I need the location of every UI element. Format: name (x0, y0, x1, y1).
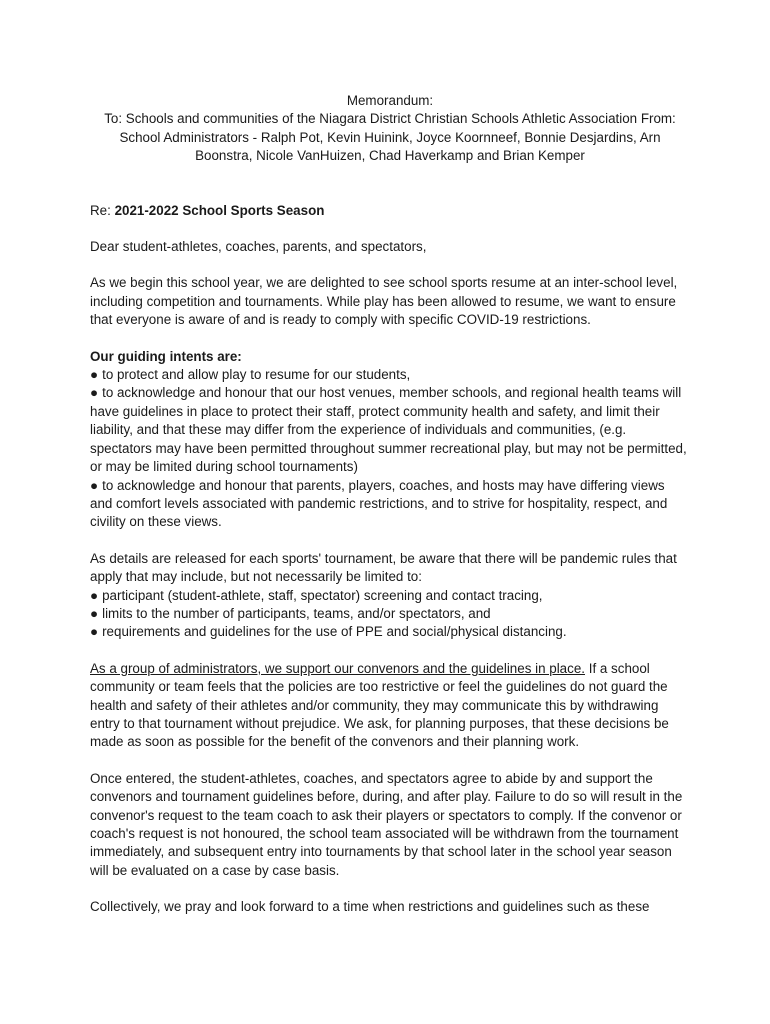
memo-page (90, 92, 690, 917)
bullet-icon: ● (90, 385, 99, 401)
support-underlined: As a group of administrators, we support our convenors and the guidelines in place. (90, 660, 585, 676)
details-item (90, 587, 690, 605)
details-item (90, 605, 690, 623)
intents-section (90, 348, 690, 532)
intents-item-text: to protect and allow play to resume for our students, (102, 367, 411, 383)
entered-paragraph: Once entered, the student-athletes, coaches, and spectators agree to abide by and support the convenors and tournament guidelines before, during, and after play. Failure to do so will result in the convenor's request to the team coach to ask their players or spectators to comply. If the convenor or coach's request is not honoured, the school team associated will be withdrawn from the tournament immediately, and subsequent entry into tournaments by that school later in the school year season will be evaluated on a case by case basis. (90, 770, 683, 878)
support-rest: If a school community or team feels that the policies are too restrictive or feel the guidelines do not guard the health and safety of their athletes and/or community, they may communicate this by withdrawing entry to that tournament without prejudice. We ask, for planning purposes, that these decisions be made as soon as possible for the benefit of the convenors and their planning work. (90, 660, 669, 750)
bullet-icon: ● (90, 367, 99, 383)
re-prefix: Re: (90, 202, 115, 218)
intents-item-text: to acknowledge and honour that parents, players, coaches, and hosts may have differing views and comfort levels associated with pandemic restrictions, and to strive for hospitality, respect, and civility on these views. (90, 477, 668, 530)
intro-paragraph: As we begin this school year, we are delighted to see school sports resume at an inter-school level, including competition and tournaments. While play has been allowed to resume, we want to ensure that everyone is aware of and is ready to comply with specific COVID-19 restrictions. (90, 275, 678, 328)
intents-item (90, 366, 690, 384)
details-section (90, 550, 690, 642)
memo-header (90, 92, 690, 166)
details-item (90, 623, 690, 641)
re-line (90, 202, 690, 220)
intents-item (90, 384, 690, 476)
bullet-icon: ● (90, 477, 99, 493)
support-paragraph (90, 660, 690, 752)
memo-title: Memorandum: (346, 93, 434, 108)
memo-to-line: To: Schools and communities of the Niagara District Christian Schools Athletic Association From: School Administrators - Ralph Pot, Kevin Huinink, Joyce Koornneef, Bonnie Desjardins, Arn Boonstra, Nicole VanHuizen, Chad Haverkamp and Brian Kemper (104, 111, 676, 164)
closing-paragraph: Collectively, we pray and look forward to a time when restrictions and guidelines such as these (90, 899, 650, 915)
details-item-text: limits to the number of participants, teams, and/or spectators, and (102, 605, 491, 621)
details-item-text: requirements and guidelines for the use of PPE and social/physical distancing. (102, 624, 567, 640)
re-subject: 2021-2022 School Sports Season (114, 202, 325, 218)
details-lead: As details are released for each sports' tournament, be aware that there will be pandemic rules that apply that may include, but not necessarily be limited to: (90, 550, 677, 585)
intents-item (90, 477, 690, 532)
bullet-icon: ● (90, 624, 99, 640)
salutation: Dear student-athletes, coaches, parents, and spectators, (90, 239, 427, 255)
intents-item-text: to acknowledge and honour that our host venues, member schools, and regional health teams will have guidelines in place to protect their staff, protect community health and safety, and limit their liability, and that these may differ from the experience of individuals and communities, (e.g. spectators may have been permitted throughout summer recreational play, but may not be permitted, or may be limited during school tournaments) (90, 385, 687, 475)
bullet-icon: ● (90, 587, 99, 603)
intents-heading: Our guiding intents are: (90, 348, 242, 364)
details-item-text: participant (student-athlete, staff, spectator) screening and contact tracing, (102, 587, 543, 603)
bullet-icon: ● (90, 605, 99, 621)
